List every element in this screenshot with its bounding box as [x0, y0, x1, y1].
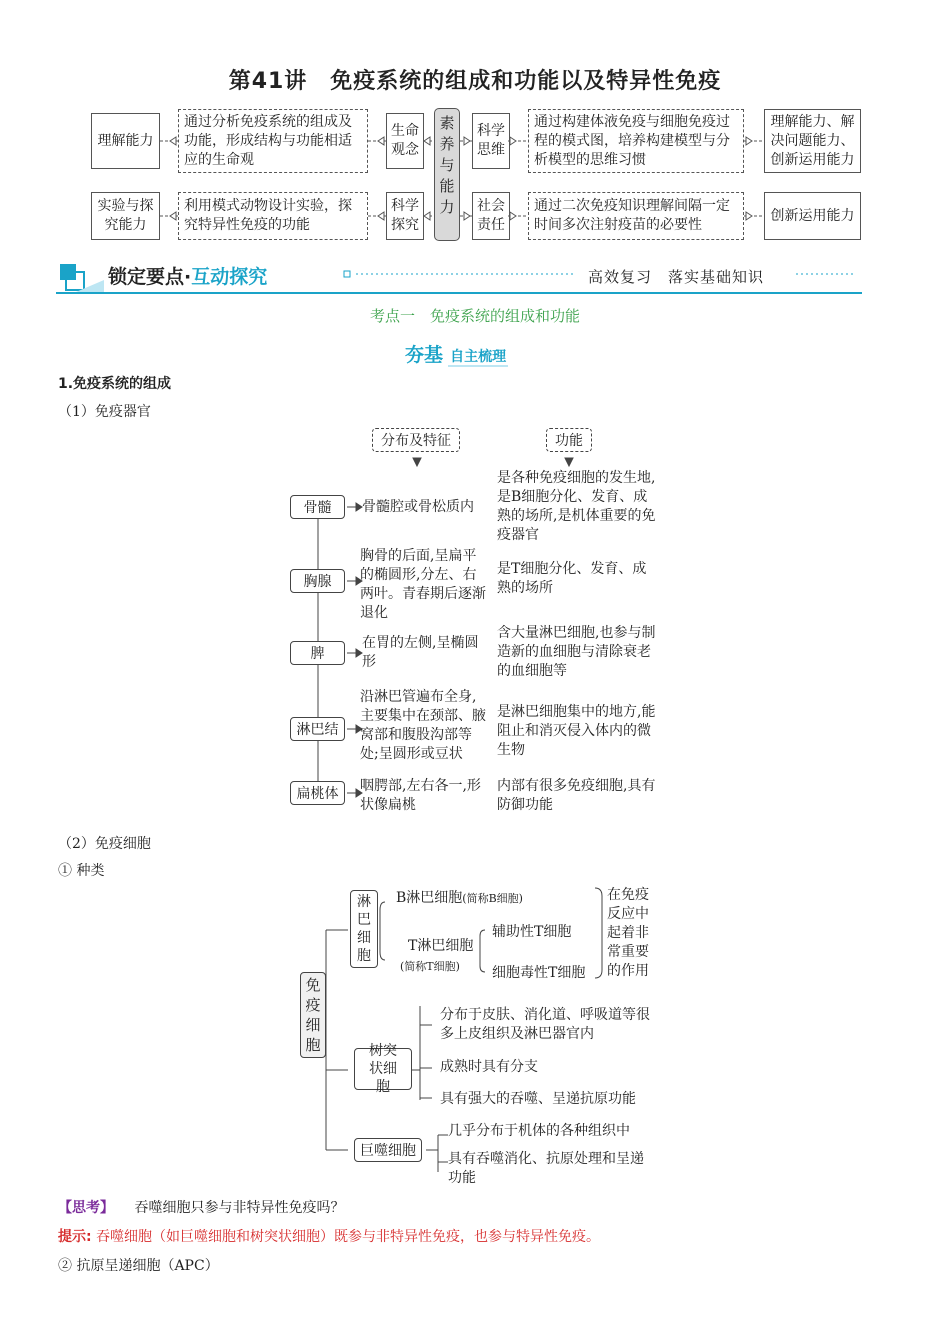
banner-title-right: 互动探究 [191, 266, 268, 288]
objective-desc: 通过二次免疫知识理解间隔一定时间多次注射疫苗的必要性 [528, 192, 744, 240]
organ-node: 脾 [290, 641, 345, 665]
section-heading: 1.免疫系统的组成 [58, 376, 172, 392]
ability-box: 理解能力 [91, 113, 160, 169]
lymphocyte-node: 淋巴细胞 [350, 890, 378, 968]
banner-title [108, 262, 267, 289]
header-feature: 分布及特征 [372, 428, 460, 452]
think-line [58, 1197, 344, 1217]
dc-item: 分布于皮肤、消化道、呼吸道等很多上皮组织及淋巴器官内 [440, 1007, 650, 1042]
objective-desc: 通过构建体液免疫与细胞免疫过程的模式图，培养构建模型与分析模型的思维习惯 [528, 109, 744, 173]
dc-item: 成熟时具有分支 [440, 1059, 538, 1075]
mac-item: 具有吞噬消化、抗原处理和呈递功能 [448, 1151, 644, 1186]
organ-feature: 咽腭部,左右各一,形状像扁桃 [360, 778, 481, 813]
organ-function: 是T细胞分化、发育、成熟的场所 [497, 561, 647, 596]
think-question: 吞噬细胞只参与非特异性免疫吗？ [134, 1200, 345, 1216]
banner-title-dot: · [184, 266, 192, 288]
organ-feature: 胸骨的后面,呈扁平的椭圆形,分左、右两叶。青春期后逐渐退化 [360, 548, 486, 621]
hangji-sub: 自主梳理 [450, 349, 507, 365]
macrophage-node: 巨噬细胞 [354, 1138, 422, 1162]
b-cell: B淋巴细胞 [396, 890, 463, 906]
hint-label: 提示: [58, 1229, 92, 1245]
organ-node: 淋巴结 [290, 717, 345, 741]
subheading: ① 种类 [58, 863, 105, 879]
t-cytotoxic: 细胞毒性T细胞 [492, 965, 586, 981]
subheading: （1）免疫器官 [58, 404, 151, 420]
ability-box: 理解能力、解决问题能力、创新运用能力 [764, 109, 861, 173]
t-helper: 辅助性T细胞 [492, 924, 572, 940]
banner-subtitle: 高效复习 落实基础知识 [588, 268, 765, 286]
t-cell-abbr: (简称T细胞) [400, 960, 460, 973]
hangji-bold: 夯基 [405, 344, 444, 366]
hint-text: 吞噬细胞（如巨噬细胞和树突状细胞）既参与非特异性免疫，也参与特异性免疫。 [96, 1229, 601, 1245]
organ-node: 胸腺 [290, 569, 345, 593]
core-competency: 素养与能力 [434, 108, 460, 241]
objective-desc: 利用模式动物设计实验，探究特异性免疫的功能 [178, 192, 368, 240]
literacy-box: 生命观念 [386, 113, 424, 169]
organ-function: 是各种免疫细胞的发生地,是B细胞分化、发育、成熟的场所,是机体重要的免疫器官 [497, 470, 656, 543]
dc-item: 具有强大的吞噬、呈递抗原功能 [440, 1091, 636, 1107]
mac-item: 几乎分布于机体的各种组织中 [448, 1123, 630, 1139]
organ-node: 扁桃体 [290, 781, 345, 805]
t-cell: T淋巴细胞 [408, 938, 474, 954]
b-cell-abbr: (简称B细胞) [462, 892, 523, 905]
banner-title-left: 锁定要点 [108, 266, 185, 288]
hint-line [58, 1226, 600, 1246]
ability-box: 实验与探究能力 [91, 192, 160, 240]
literacy-box: 科学思维 [472, 113, 510, 169]
b-cell-label [396, 889, 523, 908]
hangji-heading [405, 340, 508, 367]
header-function: 功能 [546, 428, 592, 452]
root-immune-cell: 免疫细胞 [300, 972, 326, 1058]
organ-feature: 在胃的左侧,呈椭圆形 [362, 635, 479, 670]
organ-feature: 沿淋巴管遍布全身,主要集中在颈部、腋窝部和腹股沟部等处;呈圆形或豆状 [360, 689, 486, 762]
objective-desc: 通过分析免疫系统的组成及功能，形成结构与功能相适应的生命观 [178, 109, 368, 173]
literacy-box: 社会责任 [472, 192, 510, 240]
page-title: 第41讲 免疫系统的组成和功能以及特异性免疫 [228, 69, 722, 94]
organ-function: 含大量淋巴细胞,也参与制造新的血细胞与清除衰老的血细胞等 [497, 625, 656, 679]
dendritic-node: 树突状细胞 [354, 1048, 412, 1090]
organ-node: 骨髓 [290, 495, 345, 519]
literacy-box: 科学探究 [386, 192, 424, 240]
ability-box: 创新运用能力 [764, 192, 861, 240]
subheading: （2）免疫细胞 [58, 836, 151, 852]
organ-feature: 骨髓腔或骨松质内 [362, 499, 474, 515]
subheading: ② 抗原呈递细胞（APC） [58, 1258, 219, 1274]
organ-function: 内部有很多免疫细胞,具有防御功能 [497, 778, 656, 813]
kaodian-title: 考点一 免疫系统的组成和功能 [369, 307, 580, 325]
lymph-note: 在免疫反应中起着非常重要的作用 [607, 887, 649, 979]
organ-function: 是淋巴细胞集中的地方,能阻止和消灭侵入体内的微生物 [497, 704, 656, 758]
think-label: 【思考】 [58, 1200, 114, 1216]
